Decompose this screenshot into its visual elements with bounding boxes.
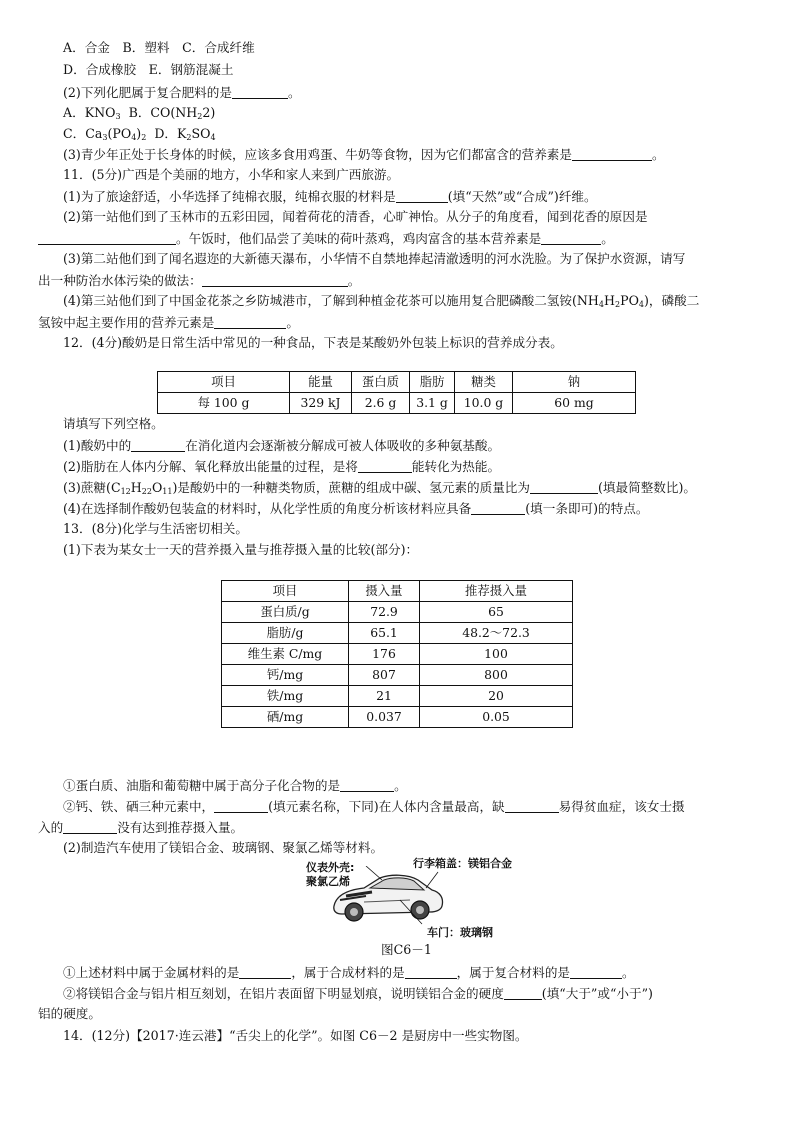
q10-part2: (2)下列化肥属于复合肥料的是 。 bbox=[63, 85, 301, 100]
table-cell: 176 bbox=[349, 644, 420, 665]
q13-part2-sub1: ①上述材料中属于金属材料的是 ，属于合成材料的是 ，属于复合材料的是 。 bbox=[63, 965, 635, 980]
table-header-cell: 能量 bbox=[290, 372, 352, 393]
q13-part2-sub2-line2: 铝的硬度。 bbox=[38, 1006, 101, 1021]
table-cell: 65.1 bbox=[349, 623, 420, 644]
q11-part2-line1: (2)第一站他们到了玉林市的五彩田园，闻着荷花的清香，心旷神怡。从分子的角度看，闻到花香的原因是 bbox=[63, 209, 648, 224]
table-cell: 65 bbox=[420, 602, 573, 623]
q11-heading: 11．(5分)广西是个美丽的地方，小华和家人来到广西旅游。 bbox=[63, 167, 400, 182]
q10-part2-options-cd: C．$Ca_3(PO_4)_2$ D．$K_2SO_4$ bbox=[63, 126, 216, 142]
nutrition-table bbox=[157, 371, 636, 414]
q10-part2-options-ab: A．$KNO_3$ B．$CO(NH_22)$ bbox=[63, 105, 216, 121]
table-header-cell: 蛋白质 bbox=[352, 372, 410, 393]
table-header-cell: 糖类 bbox=[455, 372, 513, 393]
figure-caption: 图C6－1 bbox=[381, 942, 432, 957]
table-cell: 钙/mg bbox=[222, 665, 349, 686]
table-row bbox=[158, 393, 636, 414]
car-illustration bbox=[326, 866, 446, 928]
table-header-cell: 项目 bbox=[222, 581, 349, 602]
table-cell: 72.9 bbox=[349, 602, 420, 623]
q14-heading: 14．(12分)【2017·连云港】“舌尖上的化学”。如图 C6－2 是厨房中一些实物图。 bbox=[63, 1028, 528, 1043]
q10-options-line2: D．合成橡胶 E．钢筋混凝土 bbox=[63, 62, 234, 77]
q12-part4: (4)在选择制作酸奶包装盒的材料时，从化学性质的角度分析该材料应具备 (填一条即可)的特点。 bbox=[63, 501, 649, 516]
table-cell: 100 bbox=[420, 644, 573, 665]
q11-part1: (1)为了旅途舒适，小华选择了纯棉衣服，纯棉衣服的材料是 (填“天然”或“合成”)纤维。 bbox=[63, 189, 597, 204]
table-cell: 20 bbox=[420, 686, 573, 707]
table-cell: 每 100 g bbox=[158, 393, 290, 414]
table-row bbox=[222, 623, 573, 644]
q12-part3: (3)蔗糖$(C_{12}H_{22}O_{11})$是酸奶中的一种糖类物质，蔗糖的组成中碳、氢元素的质量比为 (填最简整数比)。 bbox=[63, 480, 696, 496]
table-cell: 0.05 bbox=[420, 707, 573, 728]
q13-part2: (2)制造汽车使用了镁铝合金、玻璃钢、聚氯乙烯等材料。 bbox=[63, 840, 384, 855]
table-cell: 维生素 C/mg bbox=[222, 644, 349, 665]
q11-part3-line2: 出一种防治水体污染的做法： 。 bbox=[38, 273, 361, 288]
table-row bbox=[222, 665, 573, 686]
q12-part1: (1)酸奶中的 在消化道内会逐渐被分解成可被人体吸收的多种氨基酸。 bbox=[63, 438, 501, 453]
q13-part2-sub2-line1: ②将镁铝合金与铝片相互刻划，在铝片表面留下明显划痕，说明镁铝合金的硬度 (填“大于”或“小于”) bbox=[63, 986, 653, 1001]
table-row bbox=[222, 644, 573, 665]
q13-part1: (1)下表为某女士一天的营养摄入量与推荐摄入量的比较(部分)： bbox=[63, 542, 419, 557]
table-row bbox=[222, 602, 573, 623]
q10-part3: (3)青少年正处于长身体的时候，应该多食用鸡蛋、牛奶等食物，因为它们都富含的营养素是 。 bbox=[63, 147, 665, 162]
fig-label-trunk: 行李箱盖：镁铝合金 bbox=[413, 857, 512, 870]
table-cell: 807 bbox=[349, 665, 420, 686]
table-row bbox=[222, 686, 573, 707]
fig-label-dashboard: 仪表外壳: bbox=[306, 861, 355, 874]
table-cell: 21 bbox=[349, 686, 420, 707]
q11-part2-line2: 。午饭时，他们品尝了美味的荷叶蒸鸡，鸡肉富含的基本营养素是 。 bbox=[38, 232, 614, 246]
table-cell: 60 mg bbox=[513, 393, 636, 414]
table-header-cell: 项目 bbox=[158, 372, 290, 393]
table-cell: 48.2～72.3 bbox=[420, 623, 573, 644]
q12-fill-prompt: 请填写下列空格。 bbox=[63, 416, 164, 431]
q13-sub2-line1: ②钙、铁、硒三种元素中， (填元素名称，下同)在人体内含量最高，缺 易得贫血症，该女士摄 bbox=[63, 799, 685, 814]
table-header-cell: 脂肪 bbox=[410, 372, 455, 393]
q11-part3-line1: (3)第二站他们到了闻名遐迩的大新德天瀑布，小华情不自禁地捧起清澈透明的河水洗脸。为了保护水资源，请写 bbox=[63, 251, 686, 266]
table-cell: 蛋白质/g bbox=[222, 602, 349, 623]
table-cell: 2.6 g bbox=[352, 393, 410, 414]
fig-label-pvc: 聚氯乙烯 bbox=[306, 875, 350, 888]
q13-sub2-line2: 入的 没有达到推荐摄入量。 bbox=[38, 820, 244, 835]
q11-part4-line2: 氢铵中起主要作用的营养元素是 。 bbox=[38, 315, 299, 330]
fig-label-door: 车门：玻璃钢 bbox=[427, 926, 493, 939]
q13-sub1: ①蛋白质、油脂和葡萄糖中属于高分子化合物的是 。 bbox=[63, 778, 407, 793]
q12-heading: 12．(4分)酸奶是日常生活中常见的一种食品，下表是某酸奶外包装上标识的营养成分表。 bbox=[63, 335, 563, 350]
table-header-cell: 摄入量 bbox=[349, 581, 420, 602]
table-cell: 329 kJ bbox=[290, 393, 352, 414]
table-header-row bbox=[158, 372, 636, 393]
q11-part4-line1: (4)第三站他们到了中国金花茶之乡防城港市，了解到种植金花茶可以施用复合肥磷酸二氢铵$(NH_4H_2PO_4)$，磷酸二 bbox=[63, 293, 700, 309]
table-cell: 脂肪/g bbox=[222, 623, 349, 644]
q12-part2: (2)脂肪在人体内分解、氧化释放出能量的过程，是将 能转化为热能。 bbox=[63, 459, 501, 474]
q10-options-line1: A．合金 B．塑料 C．合成纤维 bbox=[63, 40, 255, 55]
table-cell: 10.0 g bbox=[455, 393, 513, 414]
table-header-row bbox=[222, 581, 573, 602]
table-row bbox=[222, 707, 573, 728]
intake-table bbox=[221, 580, 573, 728]
q13-heading: 13．(8分)化学与生活密切相关。 bbox=[63, 521, 248, 536]
table-header-cell: 推荐摄入量 bbox=[420, 581, 573, 602]
table-cell: 硒/mg bbox=[222, 707, 349, 728]
table-header-cell: 钠 bbox=[513, 372, 636, 393]
table-cell: 铁/mg bbox=[222, 686, 349, 707]
table-cell: 0.037 bbox=[349, 707, 420, 728]
table-cell: 3.1 g bbox=[410, 393, 455, 414]
table-cell: 800 bbox=[420, 665, 573, 686]
